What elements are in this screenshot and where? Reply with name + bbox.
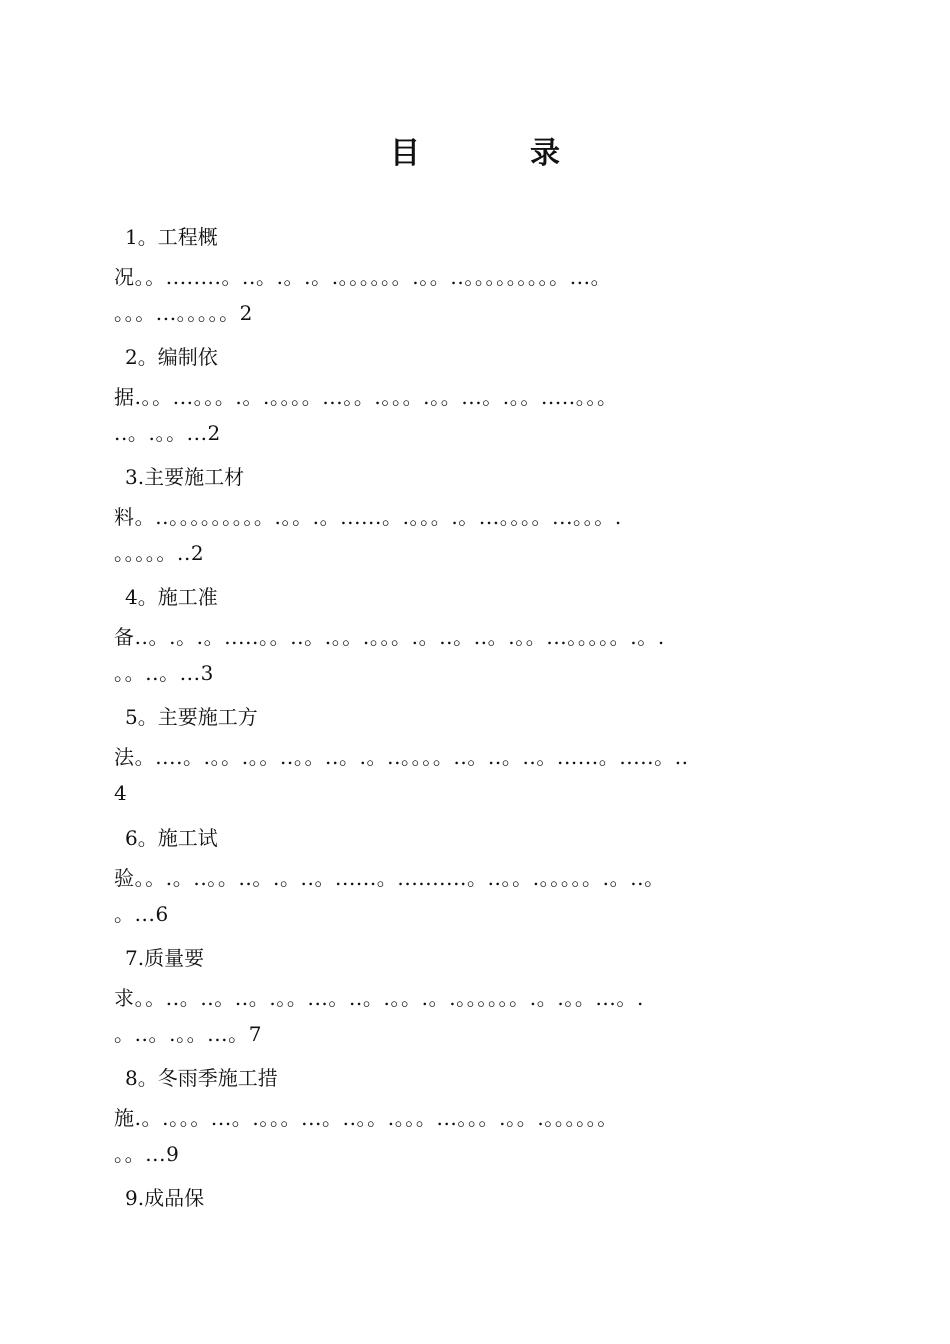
toc-entry-page: 。。..。...3 (114, 661, 214, 685)
toc-entry-heading: 6。施工试 (125, 826, 218, 850)
toc-entry-leader: 据.。。...。。。.。.。。。。...。。.。。。.。。...。.。。.....。。。 (114, 385, 618, 409)
toc-entry-heading: 1。工程概 (125, 225, 218, 249)
toc-entry-heading: 8。冬雨季施工措 (125, 1066, 278, 1090)
toc-entry-leader: 料。..。。。。。。。。。.。。.。......。.。。。.。...。。。。...。。。. (114, 505, 622, 529)
toc-entry-leader: 况。。........。..。.。.。.。。。。。。.。。..。。。。。。。。。...。 (114, 265, 612, 289)
toc-entry-page: ..。.。。...2 (114, 421, 221, 445)
toc-entry-heading: 2。编制依 (125, 345, 218, 369)
toc-entry-leader: 施.。.。。。...。.。。。...。..。。.。。。...。。。.。。.。。。。。。 (114, 1106, 618, 1130)
toc-entry-page: 。..。.。。...。7 (114, 1022, 263, 1046)
toc-entry-leader: 备..。.。.。.....。。..。.。。.。。。.。..。..。.。。...。。。。。.。. (114, 625, 665, 649)
toc-entry-page: 。。。...。。。。。2 (114, 301, 253, 325)
toc-entry-heading: 7.质量要 (125, 946, 205, 970)
toc-entry-page: 。。...9 (114, 1142, 180, 1166)
toc-entry-leader: 求。。..。..。..。.。。...。..。.。。.。.。。。。。。.。.。。...。. (114, 986, 644, 1010)
toc-entry-heading: 9.成品保 (125, 1186, 205, 1210)
toc-entry-page: 4 (114, 781, 128, 805)
toc-entry-heading: 3.主要施工材 (125, 465, 245, 489)
toc-entry-page: 。。。。。..2 (114, 541, 205, 565)
toc-entry-leader: 法。....。.。。.。。..。。..。.。..。。。。..。..。..。......。.....。.. (114, 745, 689, 769)
toc-entry-page: 。...6 (114, 902, 169, 926)
toc-title: 目 录 (390, 136, 600, 171)
toc-entry-heading: 4。施工准 (125, 585, 218, 609)
toc-entry-heading: 5。主要施工方 (125, 705, 258, 729)
toc-entry-leader: 验。。.。..。。..。.。..。......。..........。..。。.。。。。。.。..。 (114, 866, 665, 890)
